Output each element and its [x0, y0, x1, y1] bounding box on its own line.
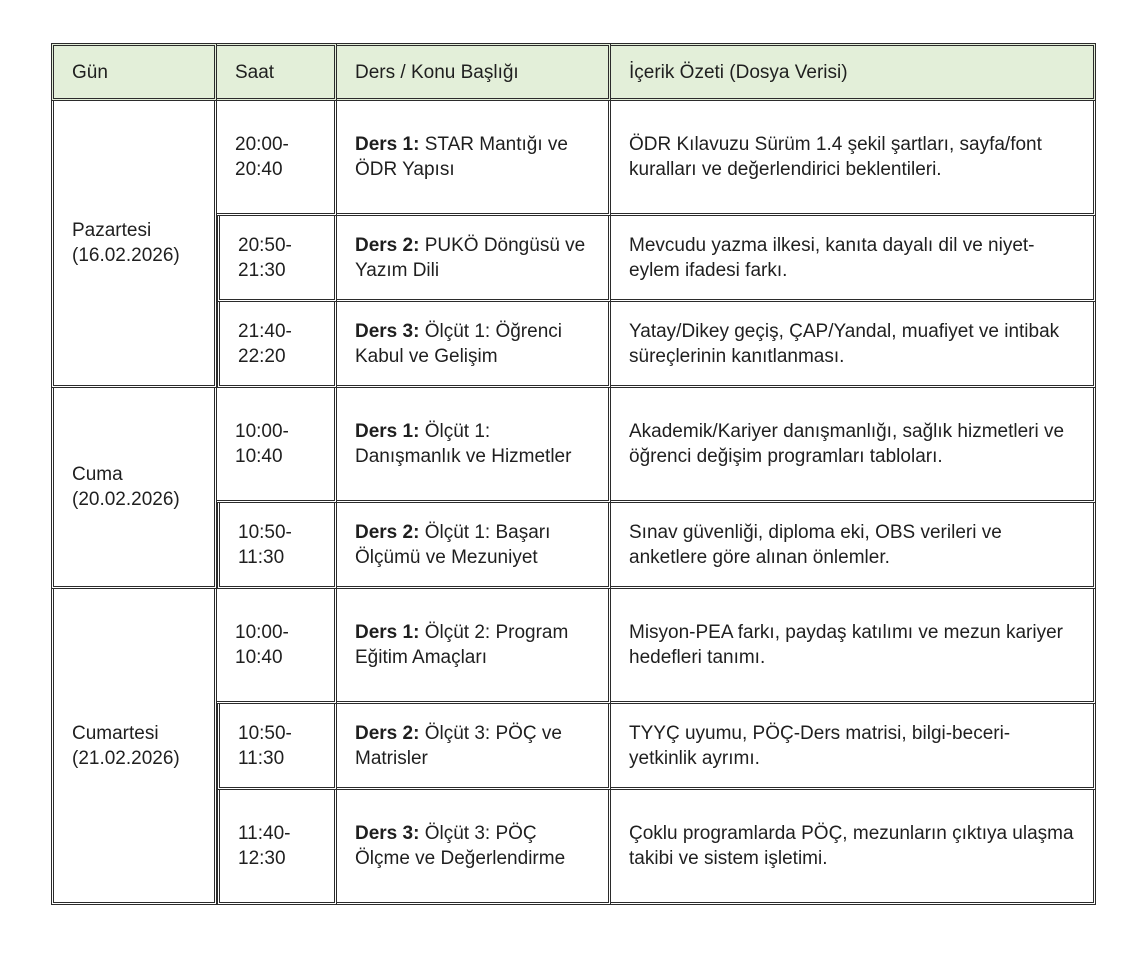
header-time: Saat	[217, 43, 337, 101]
summary-cell: TYYÇ uyumu, PÖÇ-Ders matrisi, bilgi-beceri-yetkinlik ayrımı.	[611, 704, 1096, 790]
day-name: Pazartesi	[72, 220, 152, 241]
day-name: Cuma	[72, 464, 123, 485]
lesson-title-cell	[337, 216, 611, 302]
header-title: Ders / Konu Başlığı	[337, 43, 611, 101]
lesson-number: Ders 2:	[355, 722, 420, 744]
time-cell: 20:00- 20:40	[217, 101, 337, 216]
lesson-number: Ders 1:	[355, 134, 420, 155]
day-cell	[51, 388, 217, 589]
lesson-topic: Ölçüt 2: Program Eğitim Amaçları	[355, 622, 574, 668]
day-cell	[51, 589, 217, 905]
lesson-title-cell	[337, 388, 611, 503]
summary-cell: Çoklu programlarda PÖÇ, mezunların çıktıya ulaşma takibi ve sistem işletimi.	[611, 790, 1096, 905]
lesson-topic: Ölçüt 3: PÖÇ ve Matrisler	[355, 722, 568, 769]
time-cell: 10:50- 11:30	[217, 503, 337, 589]
table-header-row	[51, 43, 1096, 101]
summary-cell: Sınav güvenliği, diploma eki, OBS verileri ve anketlere göre alınan önlemler.	[611, 503, 1096, 589]
summary-cell: Akademik/Kariyer danışmanlığı, sağlık hizmetleri ve öğrenci değişim programları tabloları.	[611, 388, 1096, 503]
day-date: (20.02.2026)	[72, 489, 180, 510]
lesson-number: Ders 3:	[355, 320, 420, 342]
lesson-title-cell	[337, 503, 611, 589]
day-date: (16.02.2026)	[72, 245, 180, 266]
table-row	[51, 388, 1096, 503]
course-schedule-table	[51, 43, 1096, 905]
time-cell: 10:00- 10:40	[217, 589, 337, 704]
lesson-number: Ders 2:	[355, 521, 420, 543]
day-name: Cumartesi	[72, 722, 159, 744]
day-date: (21.02.2026)	[72, 747, 180, 769]
schedule-body	[51, 101, 1096, 905]
summary-cell: Yatay/Dikey geçiş, ÇAP/Yandal, muafiyet ve intibak süreçlerinin kanıtlanması.	[611, 302, 1096, 388]
summary-cell: Mevcudu yazma ilkesi, kanıta dayalı dil ve niyet-eylem ifadesi farkı.	[611, 216, 1096, 302]
lesson-number: Ders 2:	[355, 234, 420, 256]
lesson-title-cell	[337, 101, 611, 216]
lesson-title-cell	[337, 790, 611, 905]
time-cell: 11:40- 12:30	[217, 790, 337, 905]
lesson-topic: Ölçüt 1: Danışmanlık ve Hizmetler	[355, 421, 572, 467]
summary-cell: ÖDR Kılavuzu Sürüm 1.4 şekil şartları, sayfa/font kuralları ve değerlendirici beklentileri.	[611, 101, 1096, 216]
header-day: Gün	[51, 43, 217, 101]
summary-cell: Misyon-PEA farkı, paydaş katılımı ve mezun kariyer hedefleri tanımı.	[611, 589, 1096, 704]
lesson-topic: Ölçüt 1: Başarı Ölçümü ve Mezuniyet	[355, 521, 556, 568]
time-cell: 10:00- 10:40	[217, 388, 337, 503]
lesson-topic: Ölçüt 3: PÖÇ Ölçme ve Değerlendirme	[355, 823, 566, 869]
lesson-title-cell	[337, 302, 611, 388]
table-row	[51, 589, 1096, 704]
lesson-number: Ders 1:	[355, 421, 420, 442]
lesson-topic: Ölçüt 1: Öğrenci Kabul ve Gelişim	[355, 320, 568, 367]
lesson-title-cell	[337, 704, 611, 790]
lesson-number: Ders 3:	[355, 823, 420, 844]
time-cell: 21:40- 22:20	[217, 302, 337, 388]
header-summary: İçerik Özeti (Dosya Verisi)	[611, 43, 1096, 101]
lesson-topic: STAR Mantığı ve ÖDR Yapısı	[355, 134, 574, 180]
time-cell: 20:50- 21:30	[217, 216, 337, 302]
lesson-number: Ders 1:	[355, 622, 420, 643]
time-cell: 10:50- 11:30	[217, 704, 337, 790]
lesson-topic: PUKÖ Döngüsü ve Yazım Dili	[355, 234, 591, 281]
day-cell	[51, 101, 217, 388]
lesson-title-cell	[337, 589, 611, 704]
table-row	[51, 101, 1096, 216]
